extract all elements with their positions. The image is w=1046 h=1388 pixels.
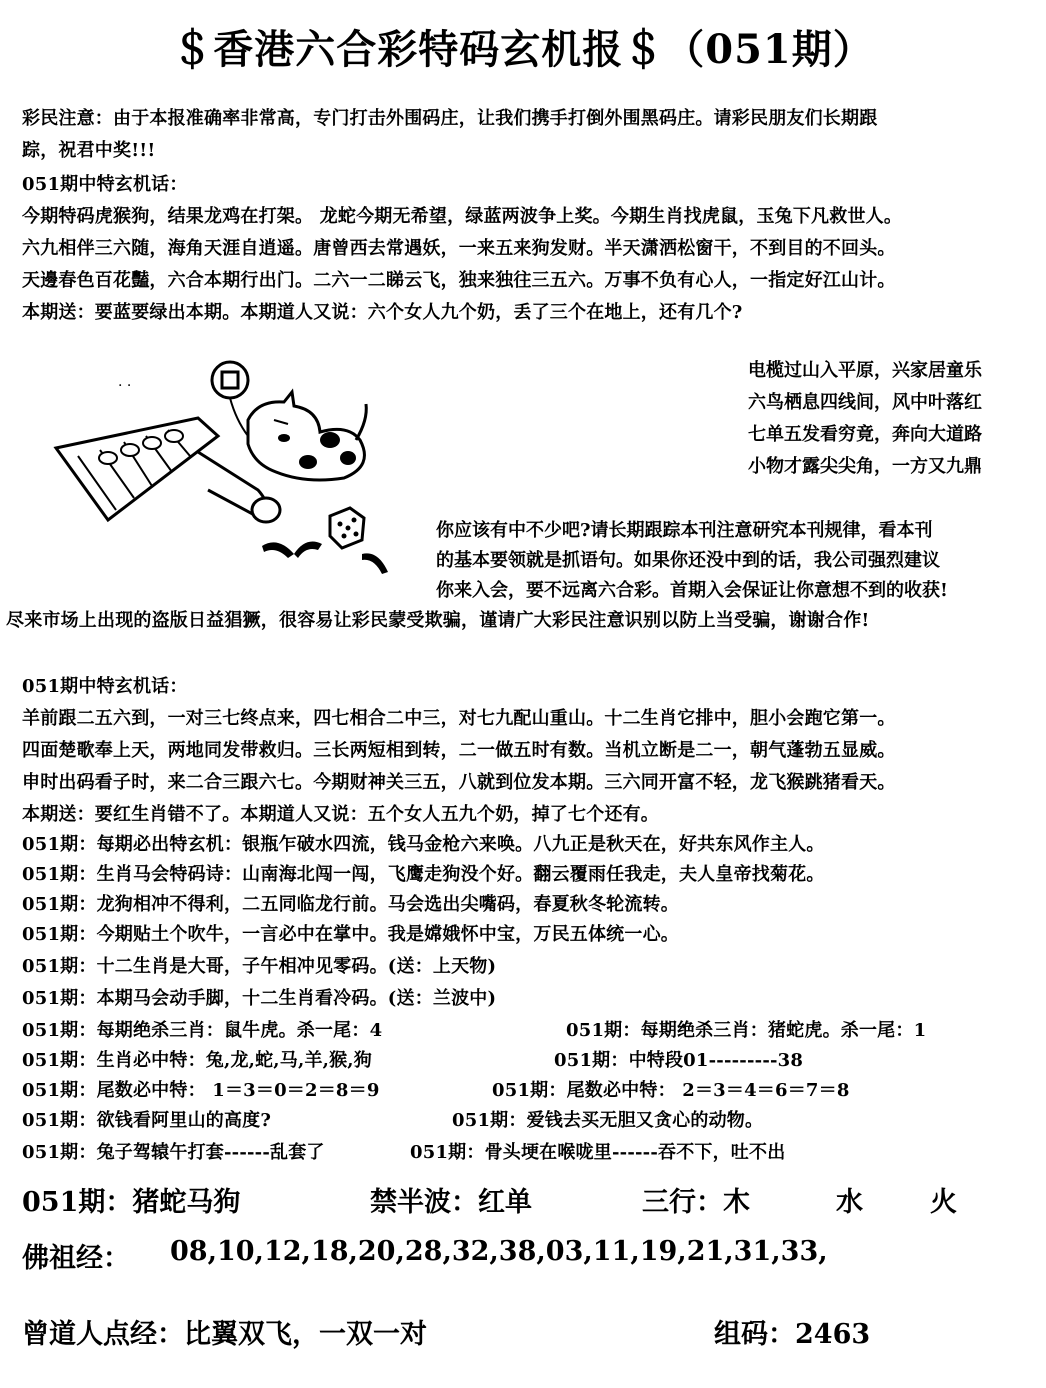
poem-line: 七单五发看穷竟，奔向大道路 bbox=[748, 424, 982, 445]
section2-line: 本期送：要红生肖错不了。本期道人又说：五个女人五九个奶，掉了七个还有。 bbox=[22, 804, 659, 825]
taoist-sutra: 曾道人点经：比翼双飞，一双一对 bbox=[22, 1319, 427, 1350]
poem-line: 电榄过山入平原，兴家居童乐 bbox=[748, 360, 982, 381]
notice-line-1: 彩民注意：由于本报准确率非常高，专门打击外围码庄，让我们携手打倒外围黑码庄。请彩民朋友们长期跟 bbox=[22, 108, 878, 129]
section2-line: 羊前跟二五六到，一对三七终点来，四七相合二中三，对七九配山重山。十二生肖它排中，胆小会跑它第一。 bbox=[22, 708, 896, 729]
pair-right: 051期：骨头埂在喉咙里------吞不下，吐不出 bbox=[410, 1142, 786, 1163]
element-fire: 火 bbox=[930, 1187, 957, 1218]
pair-left: 051期：欲钱看阿里山的高度? bbox=[22, 1110, 272, 1131]
element-water: 水 bbox=[836, 1187, 863, 1218]
section2-line: 申时出码看子时，来二合三跟六七。今期财神关三五，八就到位发本期。三六同开富不轻，龙飞猴跳猪看天。 bbox=[22, 772, 896, 793]
pair-left: 051期：兔子驾辕午打套------乱套了 bbox=[22, 1142, 325, 1163]
svg-text:· ·: · · bbox=[118, 378, 132, 394]
section1-line: 六九相伴三六随，海角天涯自逍遥。唐曾西去常遇妖，一来五来狗发财。半天潇洒松窗干，不到目的不回头。 bbox=[22, 238, 896, 259]
section2-line: 051期：十二生肖是大哥，子午相冲见零码。(送：上天物) bbox=[22, 956, 497, 977]
pair-left: 051期：生肖必中特：兔,龙,蛇,马,羊,猴,狗 bbox=[22, 1050, 372, 1071]
cat-abacus-illustration bbox=[48, 340, 408, 580]
section1-line: 天邊春色百花豔，六合本期行出门。二六一二睇云飞，独来独往三五六。万事不负有心人，一指定好江山计。 bbox=[22, 270, 896, 291]
section2-line: 051期：每期必出特玄机：银瓶乍破水四流，钱马金枪六来唤。八九正是秋天在，好共东风作主人。 bbox=[22, 834, 825, 855]
section1-line: 今期特码虎猴狗，结果龙鸡在打架。 龙蛇今期无希望，绿蓝两波争上奖。今期生肖找虎鼠，玉兔下凡救世人。 bbox=[22, 206, 903, 227]
promo-line: 你应该有中不少吧?请长期跟踪本刊注意研究本刊规律，看本刊 bbox=[436, 520, 933, 541]
section2-line: 051期：龙狗相冲不得利，二五同临龙行前。马会选出尖嘴码，春夏秋冬轮流转。 bbox=[22, 894, 679, 915]
zodiac-pick: 051期：猪蛇马狗 bbox=[22, 1187, 241, 1218]
dice-icon bbox=[330, 508, 364, 548]
poem-line: 六鸟栖息四线间，风中叶落红 bbox=[748, 392, 982, 413]
sutra-label: 佛祖经： bbox=[22, 1243, 130, 1274]
section2-line: 四面楚歌奉上天，两地同发带救归。三长两短相到转，二一做五时有数。当机立断是二一，朝气蓬勃五显威。 bbox=[22, 740, 896, 761]
sutra-numbers: 08,10,12,18,20,28,32,38,03,11,19,21,31,33, bbox=[170, 1236, 828, 1267]
pair-right: 051期：中特段01---------38 bbox=[554, 1050, 804, 1071]
promo-line: 你来入会，要不远离六合彩。首期入会保证让你意想不到的收获! bbox=[436, 580, 948, 601]
section2-heading: 051期中特玄机话： bbox=[22, 676, 188, 697]
three-elements-label: 三行：木 bbox=[642, 1187, 750, 1218]
pair-right: 051期：尾数必中特： 2＝3＝4＝6＝7＝8 bbox=[492, 1080, 850, 1101]
pair-left: 051期：每期绝杀三肖：鼠牛虎。杀一尾：4 bbox=[22, 1020, 383, 1041]
section2-line: 051期：本期马会动手脚，十二生肖看冷码。(送：兰波中) bbox=[22, 988, 497, 1009]
sticks-icon bbox=[262, 542, 388, 574]
section2-line: 051期：生肖马会特码诗：山南海北闯一闯，飞鹰走狗没个好。翻云覆雨任我走，夫人皇帝找菊花。 bbox=[22, 864, 825, 885]
piracy-warning: 尽来市场上出现的盗版日益猖獗，很容易让彩民蒙受欺骗，谨请广大彩民注意识别以防上当受骗，谢谢合作! bbox=[6, 610, 870, 631]
pair-right: 051期：爱钱去买无胆又贪心的动物。 bbox=[452, 1110, 764, 1131]
pair-right: 051期：每期绝杀三肖：猪蛇虎。杀一尾：1 bbox=[566, 1020, 927, 1041]
group-code: 组码：2463 bbox=[714, 1319, 871, 1350]
page-title: ＄香港六合彩特码玄机报＄（051期） bbox=[172, 26, 874, 73]
section2-line: 051期：今期贴土个吹牛，一言必中在掌中。我是嫦娥怀中宝，万民五体统一心。 bbox=[22, 924, 679, 945]
promo-line: 的基本要领就是抓语句。如果你还没中到的话，我公司强烈建议 bbox=[436, 550, 940, 571]
pair-left: 051期：尾数必中特： 1＝3＝0＝2＝8＝9 bbox=[22, 1080, 380, 1101]
poem-line: 小物才露尖尖角，一方又九鼎 bbox=[748, 456, 982, 477]
cat-icon bbox=[248, 392, 366, 480]
ban-wave: 禁半波：红单 bbox=[370, 1187, 532, 1218]
notice-line-2: 踪，祝君中奖!!! bbox=[22, 140, 156, 161]
section1-heading: 051期中特玄机话： bbox=[22, 174, 188, 195]
coin-icon bbox=[212, 362, 248, 436]
section1-line: 本期送：要蓝要绿出本期。本期道人又说：六个女人九个奶，丢了三个在地上，还有几个? bbox=[22, 302, 743, 323]
